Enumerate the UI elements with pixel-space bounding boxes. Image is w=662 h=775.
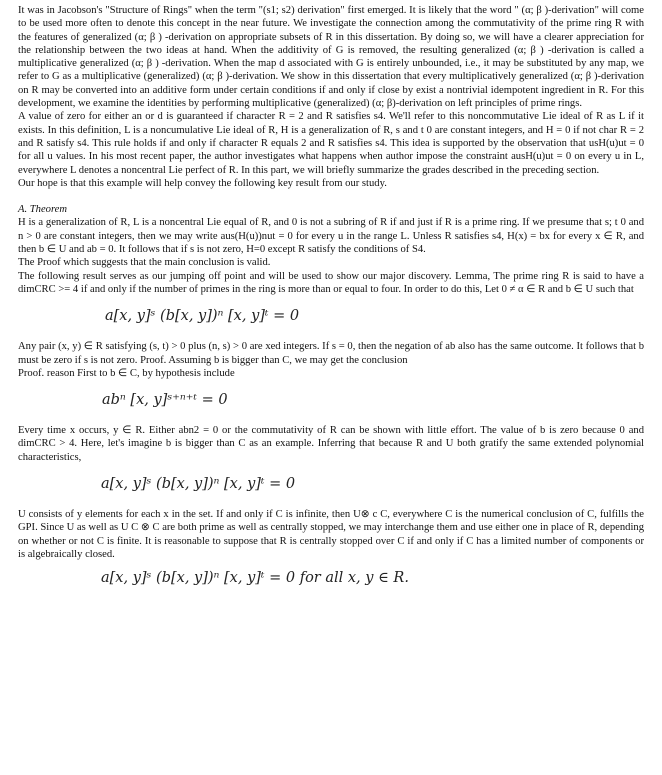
paragraph-lie-ideal: A value of zero for either an or d is guaranteed if character R = 2 and R satisfies s4. We'll refer to this noncommutative Lie ideal of R as L if it exists. In this definition, L is a noncumulative Lie ideal of R, H is a generalization of R, s and t 0 are constant integers, and H = 0 if not char R = 2 and R satisfy s4. This rule holds if and only if character R equals 2 and R satisfies s4. This idea is supported by the observation that usH(u)ut = 0 for all u values. In his most recent paper, the author investigates what happens when author impose the constraint ausH(u)ut = 0 on every u in L, everywhere L denotes a noncentral Lie perfect of R. In this part, we will briefly summarize the grades described in the preceding section. — [18, 111, 644, 176]
paragraph-u-consists: U consists of y elements for each x in the set. If and only if C is infinite, then U⊗ c C, everywhere C is the numerical conclusion of C, fulfills the GPI. Since U as well as U C ⊗ C are both prime as well as centrally stopped, we may interchange them and use either one in place of R, depending on whether or not C is finite. It is reasonable to suppose that R is centrally stopped over C if and only if C has a limited number of components or is algebraically closed. — [18, 509, 644, 560]
paragraph-lemma: The following result serves as our jumping off point and will be used to show our major discovery. Lemma, The prime ring R is said to have a dimCRC >= 4 if and only if the number of primes in the ring is more than or equal to four. In order to do this, Let 0 ≠ α ∈ R and b ∈ U such that — [18, 270, 644, 295]
paper-page — [18, 4, 644, 591]
equation-4: a[x, y]ˢ (b[x, y])ⁿ [x, y]ᵗ = 0 for all x, y ∈ R. — [101, 570, 409, 587]
paragraph-commutativity: Every time x occurs, y ∈ R. Either abn2 = 0 or the commutativity of R can be shown with little effort. The value of b is zero because 0 and dimCRC > 4. Here, let's imagine b is bigger than C as an example. Inferring that because R and U both gratify the same extended polynomial characteristics, — [18, 425, 644, 463]
paragraph-proof-intro: The Proof which suggests that the main conclusion is valid. — [18, 257, 271, 269]
section-heading-theorem: A. Theorem — [18, 204, 68, 216]
spacer — [18, 190, 644, 203]
paragraph-intro: It was in Jacobson's "Structure of Rings" when the term "(s1; s2) derivation" first emerged. It is likely that the word " (α; β )-derivation" will come to be used more often to denote this concept in the near future. We investigate the connection among the commutativity of the prime ring R with the features of generalized (α; β ) -derivation on appropriate subsets of R in this dissertation. By doing so, we will have a clearer appreciation for the relationship between the two ideas at hand. When the additivity of G is removed, the resulting generalized (α; β ) -derivation is called a multiplicative generalized (α; β ) -derivation. When the map d associated with G is entirely unbounded, i.e., it may be substituted by any map, we refer to G as a multiplicative (generalized) (α; β )-derivation. We show in this dissertation that every multiplicatively generalized (α; β )-derivation on R may be converted into an additive form under certain conditions if and only if close by exist a nontrivial idempotent ingredient in R. For this development, we examine the identities by performing multiplicative (generalized) (α; β)-derivation on left principles of prime rings. — [18, 5, 644, 110]
paragraph-pair: Any pair (x, y) ∈ R satisfying (s, t) > 0 plus (n, s) > 0 are xed integers. If s = 0, then the negation of ab also has the same outcome. It follows that b must be zero if s is not zero. Proof. Assuming b is bigger than C, we may get the conclusion — [18, 341, 644, 366]
equation-3: a[x, y]ˢ (b[x, y])ⁿ [x, y]ᵗ = 0 — [101, 476, 296, 493]
equation-1: a[x, y]ˢ (b[x, y])ⁿ [x, y]ᵗ = 0 — [105, 308, 300, 325]
paragraph-proof-reason: Proof. reason First to b ∈ C, by hypothesis include — [18, 367, 235, 379]
equation-2: abⁿ [x, y]ˢ⁺ⁿ⁺ᵗ = 0 — [102, 392, 228, 409]
paragraph-key-result: Our hope is that this example will help convey the following key result from our study. — [18, 177, 387, 189]
paragraph-theorem: H is a generalization of R, L is a noncentral Lie equal of R, and 0 is not a subring of R if and just if R is a prime ring. If we presume that s; t 0 and n > 0 are constant integers, then we may write aus(H(u))nut = 0 for every u in the range L. Unless R satisfies s4, H(x) = bx for every x ∈ R, and then b ∈ U and ab = 0. It follows that if s is not zero, H=0 except R satisfy the conditions of S4. — [18, 217, 644, 256]
